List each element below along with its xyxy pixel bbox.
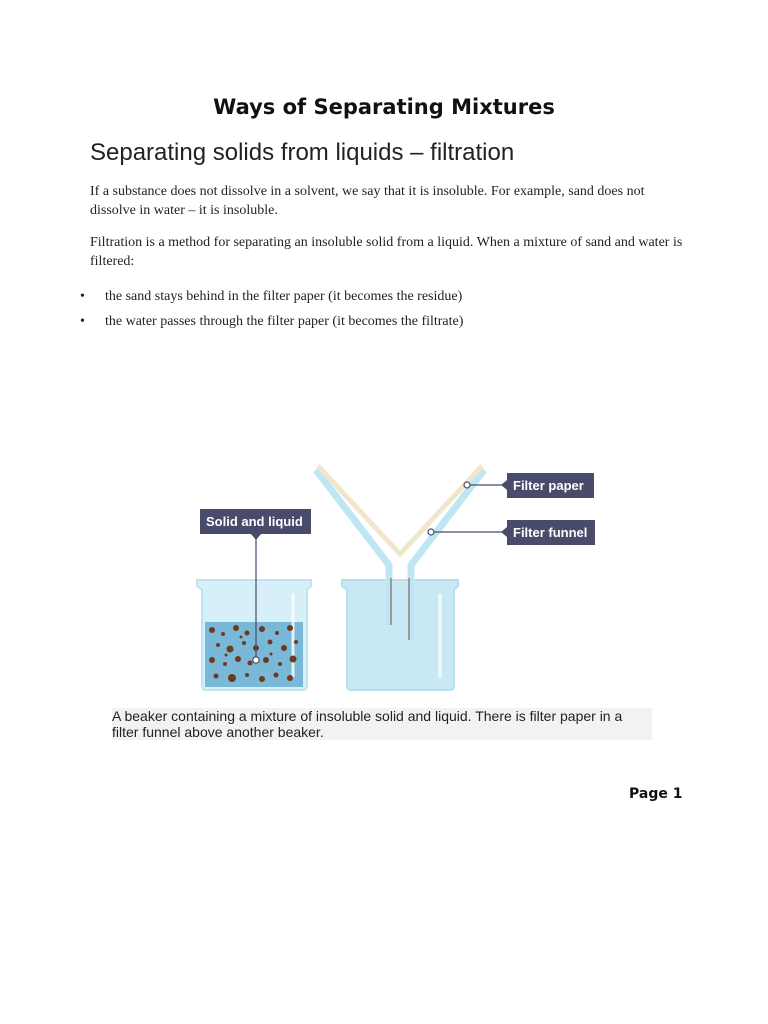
label-filter-paper-text: Filter paper (513, 478, 584, 493)
label-solid-and-liquid-text: Solid and liquid (206, 514, 303, 529)
figure-caption: A beaker containing a mixture of insoluble solid and liquid. There is filter paper in a filter funnel above another beaker. (112, 708, 652, 740)
bullet-icon: • (80, 314, 85, 329)
label-filter-paper (501, 473, 594, 498)
right-beaker (342, 580, 458, 690)
label-filter-funnel-text: Filter funnel (513, 525, 588, 540)
left-beaker (197, 535, 311, 690)
label-filter-funnel (501, 520, 595, 545)
bullet-icon: • (80, 289, 85, 304)
page-number: Page 1 (629, 786, 683, 802)
label-solid-and-liquid (200, 509, 311, 540)
document-title: Ways of Separating Mixtures (213, 95, 555, 119)
bullet-text: the water passes through the filter paper (it becomes the filtrate) (105, 314, 464, 329)
paragraph-insoluble: If a substance does not dissolve in a solvent, we say that it is insoluble. For example, sand does not dissolve in water – it is insoluble. (90, 184, 645, 218)
section-heading: Separating solids from liquids – filtration (90, 139, 515, 166)
paragraph-filtration: Filtration is a method for separating an insoluble solid from a liquid. When a mixture of sand and water is filtered: (90, 235, 683, 269)
bullet-text: the sand stays behind in the filter paper (it becomes the residue) (105, 289, 463, 304)
